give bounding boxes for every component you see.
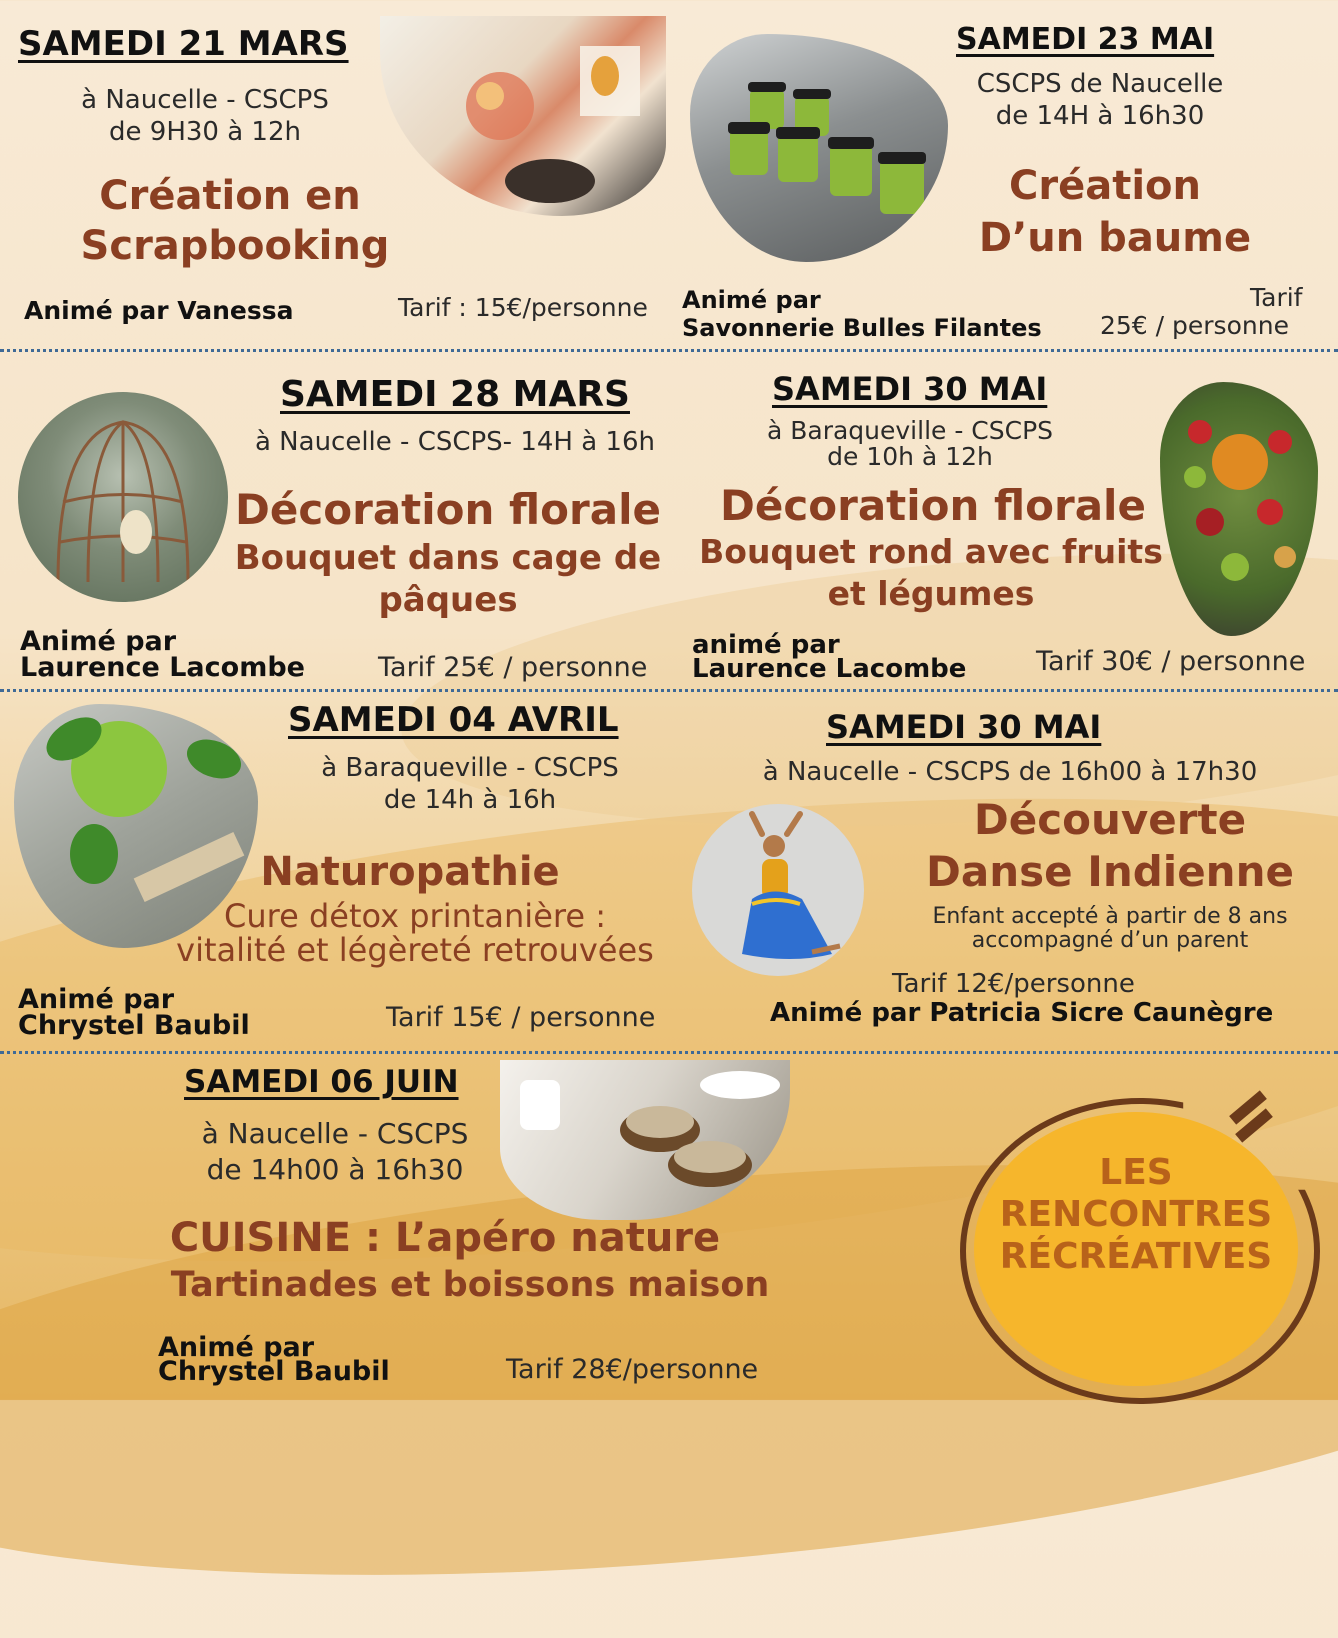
event-title: Découverte: [973, 795, 1247, 844]
event-place: à Naucelle - CSCPS: [201, 1117, 469, 1150]
event-title: Création en: [99, 173, 361, 219]
event-title: Décoration florale: [235, 485, 661, 534]
event-price: Tarif : 15€/personne: [398, 293, 648, 322]
scrapbooking-photo: [380, 16, 666, 216]
event-title: Scrapbooking: [80, 223, 390, 269]
event-title: D’un baume: [978, 215, 1252, 261]
event-title: Décoration florale: [720, 481, 1146, 530]
cage-photo: [18, 392, 228, 602]
event-title: Danse Indienne: [926, 847, 1294, 896]
event-subtitle: Bouquet rond avec fruits: [699, 532, 1163, 571]
event-host: animé par: [692, 630, 840, 660]
event-date: SAMEDI 30 MAI: [772, 370, 1048, 408]
event-subtitle: Cure détox printanière :: [224, 897, 606, 935]
logo-text: RÉCRÉATIVES: [999, 1236, 1273, 1277]
event-host: Animé par: [18, 984, 175, 1015]
event-date: SAMEDI 06 JUIN: [184, 1064, 459, 1100]
event-price: Tarif: [1250, 283, 1303, 312]
event-time: de 10h à 12h: [827, 442, 993, 471]
event-price: Tarif 25€ / personne: [378, 652, 648, 683]
event-price: Tarif 28€/personne: [506, 1354, 759, 1385]
cage-icon: [18, 392, 228, 602]
event-price: Tarif 15€ / personne: [386, 1002, 656, 1033]
event-time: de 14h00 à 16h30: [206, 1153, 464, 1186]
event-host: Chrystel Baubil: [158, 1356, 390, 1387]
event-place: à Baraqueville - CSCPS: [766, 416, 1054, 445]
logo-text: RENCONTRES: [999, 1194, 1273, 1235]
event-subtitle: Tartinades et boissons maison: [170, 1265, 770, 1305]
event-place: à Naucelle - CSCPS: [81, 85, 329, 115]
event-place: à Naucelle - CSCPS- 14H à 16h: [254, 427, 655, 457]
event-subtitle: vitalité et légèreté retrouvées: [176, 931, 654, 969]
event-host: Animé par Vanessa: [24, 296, 294, 325]
event-price: Tarif 30€ / personne: [1036, 646, 1306, 677]
event-host: Laurence Lacombe: [20, 652, 305, 683]
jars-icon: [690, 34, 948, 262]
event-price: Tarif 12€/personne: [892, 969, 1135, 999]
event-date: SAMEDI 28 MARS: [280, 374, 630, 415]
logo-text: LES: [1099, 1152, 1173, 1193]
event-host: Laurence Lacombe: [692, 654, 967, 684]
section-separator: [0, 1051, 1338, 1054]
logo-tab-icon: [1224, 1092, 1274, 1148]
dancer-image: [692, 804, 864, 976]
event-title: CUISINE : L’apéro nature: [169, 1215, 721, 1261]
event-host: Animé par: [20, 626, 177, 657]
event-host: Animé par: [682, 286, 821, 314]
section-separator: [0, 349, 1338, 352]
event-subtitle: et légumes: [827, 574, 1035, 613]
event-date: SAMEDI 04 AVRIL: [288, 700, 619, 740]
event-title: Naturopathie: [260, 849, 560, 895]
event-host: Savonnerie Bulles Filantes: [682, 314, 1042, 342]
event-date: SAMEDI 30 MAI: [826, 708, 1102, 746]
event-subtitle: pâques: [378, 580, 518, 620]
baume-jars-photo: [690, 34, 948, 262]
event-price: 25€ / personne: [1100, 311, 1289, 340]
event-host: Animé par: [158, 1332, 315, 1363]
dancer-icon: [692, 804, 864, 976]
section-separator: [0, 689, 1338, 692]
flower-illustration-icon: [380, 16, 666, 216]
logo: [966, 1104, 1314, 1388]
event-date: SAMEDI 23 MAI: [956, 22, 1215, 57]
event-time: de 9H30 à 12h: [109, 117, 301, 147]
event-place: à Baraqueville - CSCPS: [321, 753, 619, 783]
event-host: Animé par Patricia Sicre Caunègre: [770, 998, 1274, 1028]
event-title: Création: [1009, 163, 1201, 209]
event-time: de 14H à 16h30: [995, 101, 1205, 131]
event-date: SAMEDI 21 MARS: [18, 24, 349, 64]
event-time: de 14h à 16h: [383, 785, 557, 815]
event-place: à Naucelle - CSCPS de 16h00 à 17h30: [762, 757, 1258, 787]
event-note: accompagné d’un parent: [971, 928, 1249, 953]
event-place: CSCPS de Naucelle: [976, 69, 1224, 99]
event-host: Chrystel Baubil: [18, 1010, 250, 1041]
event-subtitle: Bouquet dans cage de: [234, 538, 662, 578]
event-note: Enfant accepté à partir de 8 ans: [932, 904, 1288, 929]
